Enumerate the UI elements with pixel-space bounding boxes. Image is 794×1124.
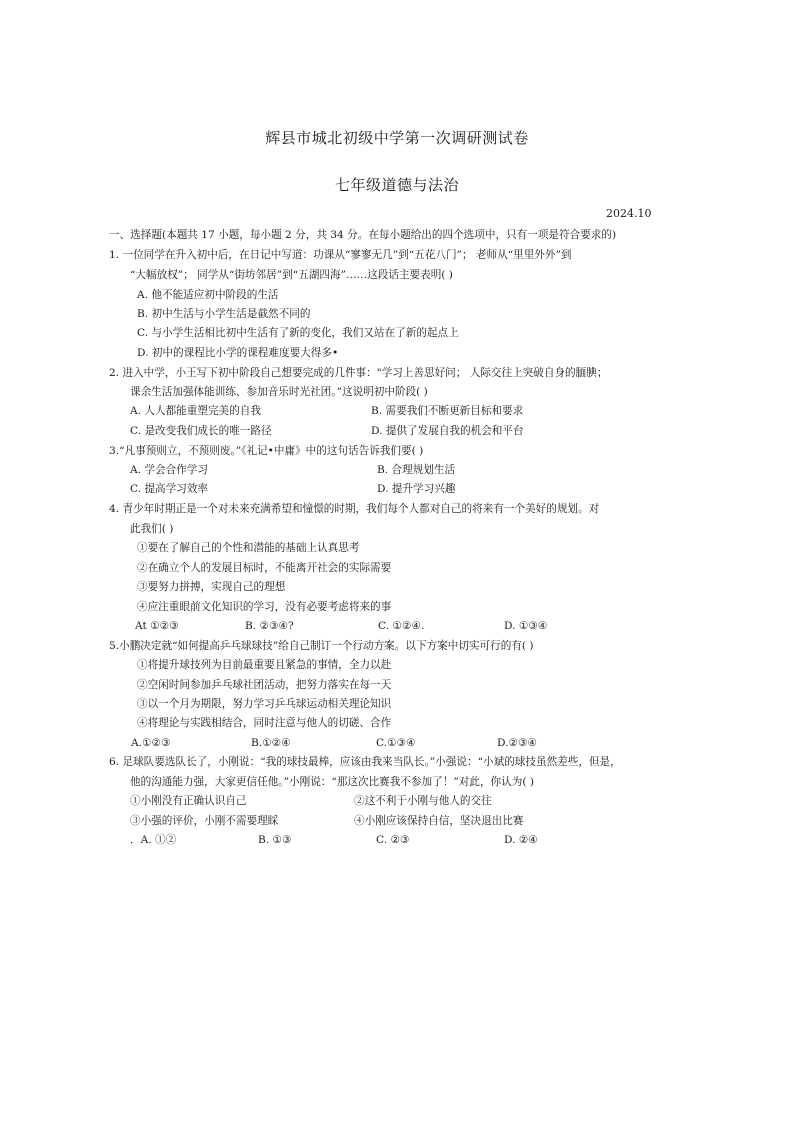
q4-stem-line2: 此我们( ) [130, 523, 174, 535]
exam-subtitle: 七年级道德与法治 [334, 176, 459, 194]
q1-stem-line2: “大幅放权”； 同学从“街坊邻居”到“五湖四海”……这段话主要表明( ) [130, 269, 453, 281]
q6-statement-3: ③小强的评价，小刚不需要理睬 [130, 815, 279, 827]
q4-statement-2: ②在确立个人的发展目标时，不能离开社会的实际需要 [137, 562, 392, 574]
q2-option-a: A. 人人都能重塑完美的自我 [130, 405, 261, 417]
q6-stem-line1: 6. 足球队要选队长了，小刚说：“我的球技最棒，应该由我来当队长。”小强说：“小斌的球技虽然差些，但是， [109, 756, 621, 768]
q4-stem-line1: 4. 青少年时期正是一个对未来充满希望和憧憬的时期，我们每个人都对自己的将来有一个美好的规划。对 [109, 503, 600, 515]
q2-stem-line2: 课余生活加强体能训练、参加音乐时光社团。”这说明初中阶段( ) [130, 386, 428, 398]
q5-statement-2: ②空闲时间参加乒乓球社团活动，把努力落实在每一天 [137, 679, 392, 691]
q2-stem-line1: 2. 进入中学，小王写下初中阶段自己想要完成的几件事："学习上善思好问； 人际交往上突破自身的腼腆； [109, 367, 608, 379]
q4-statement-1: ①要在了解自己的个性和潜能的基础上认真思考 [137, 542, 360, 554]
q4-option-b: B. ②③④? [245, 620, 294, 632]
q3-option-d: D. 提升学习兴趣 [377, 483, 456, 495]
q4-option-d: D. ①③④ [504, 620, 548, 632]
exam-title: 辉县市城北初级中学第一次调研测试卷 [265, 129, 529, 147]
q6-statement-4: ④小刚应该保持自信，坚决退出比赛 [354, 815, 524, 827]
q4-statement-3: ③要努力拼搏，实现自己的理想 [137, 581, 286, 593]
q5-statement-4: ④将理论与实践相结合，同时注意与他人的切磋、合作 [137, 717, 392, 729]
q5-stem: 5.小鹏决定就“如何提高乒乓球球技”给自己制订一个行动方案。以下方案中切实可行的有( ) [109, 640, 534, 652]
q1-option-d: D. 初中的课程比小学的课程难度要大得多• [137, 347, 339, 359]
q3-option-b: B. 合理规划生活 [377, 464, 456, 476]
q6-option-c: C. ②③ [376, 834, 410, 846]
section-heading: 一、选择题(本题共 17 小题，每小题 2 分，共 34 分。在每小题给出的四个选项中，只有一项是符合要求的) [109, 229, 617, 241]
q4-option-a: At ①②③ [135, 620, 179, 632]
q5-option-d: D.②③④ [497, 737, 537, 749]
q2-option-c: C. 是改变我们成长的唯一路径 [130, 425, 272, 437]
exam-date: 2024.10 [606, 207, 652, 220]
q6-option-b: B. ①③ [258, 834, 292, 846]
q5-option-a: A.①②③ [131, 737, 171, 749]
q6-statement-1: ①小刚没有正确认识自己 [130, 795, 247, 807]
q2-option-d: D. 提供了发展自我的机会和平台 [371, 425, 524, 437]
q5-statement-1: ①将提升球技列为目前最重要且紧急的事情，全力以赴 [137, 659, 392, 671]
q1-option-b: B. 初中生活与小学生活是截然不同的 [137, 308, 311, 320]
q4-option-c: C. ①②④. [378, 620, 425, 632]
q1-option-c: C. 与小学生活相比初中生活有了新的变化，我们又站在了新的起点上 [137, 327, 459, 339]
q5-option-b: B.①②④ [251, 737, 291, 749]
q5-option-c: C.①③④ [376, 737, 416, 749]
q6-stem-line2: 他的沟通能力强，大家更信任他。”小刚说：“那这次比赛我不参加了！”对此，你认为( ) [130, 776, 534, 788]
q6-statement-2: ②这不利于小刚与他人的交往 [354, 795, 492, 807]
q2-option-b: B. 需要我们不断更新目标和要求 [371, 405, 524, 417]
q5-statement-3: ③以一个月为期限，努力学习乒乓球运动相关理论知识 [137, 698, 392, 710]
q3-stem: 3.“凡事预则立，不预则废。”《礼记•中庸》中的这句话告诉我们要( ) [109, 445, 424, 457]
q3-option-a: A. 学会合作学习 [130, 464, 208, 476]
q1-option-a: A. 他不能适应初中阶段的生活 [137, 289, 279, 301]
q3-option-c: C. 提高学习效率 [130, 483, 209, 495]
q6-option-d: D. ②④ [504, 834, 538, 846]
q6-option-a: ．A. ①② [130, 834, 177, 846]
q4-statement-4: ④应注重眼前文化知识的学习，没有必要考虑将来的事 [137, 601, 392, 613]
q1-stem-line1: 1. 一位同学在升入初中后，在日记中写道：功课从“寥寥无几”到“五花八门”； 老师从“里里外外”到 [109, 249, 572, 261]
